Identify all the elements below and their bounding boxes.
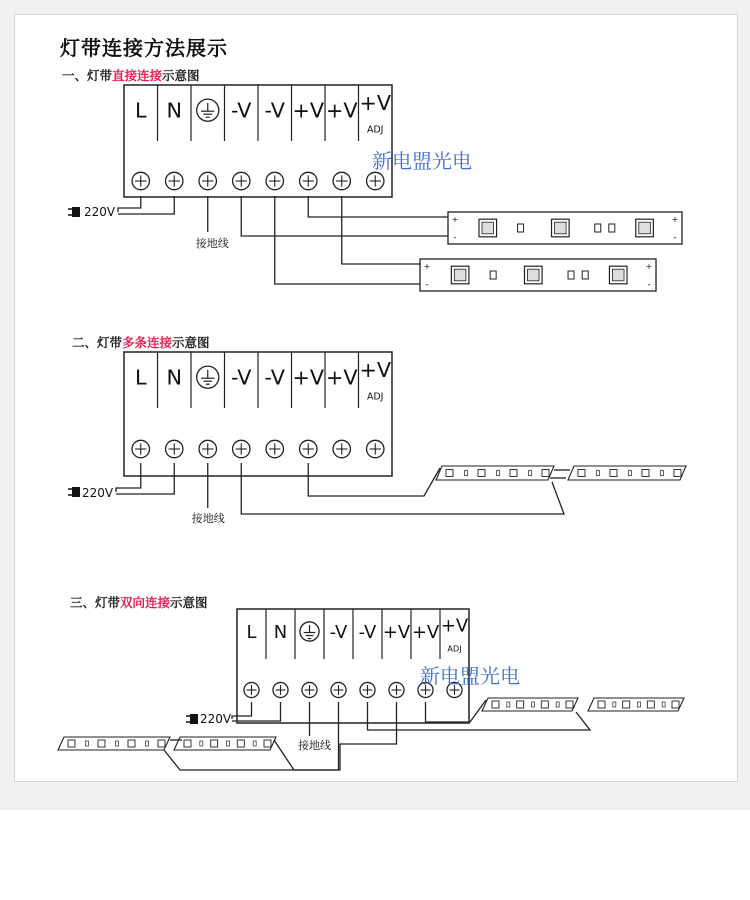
plug-icon bbox=[190, 714, 198, 724]
terminal-label: L bbox=[134, 98, 147, 123]
watermark-text-1: 新电盟光电 bbox=[372, 149, 472, 173]
terminal-sublabel: ADJ bbox=[447, 643, 462, 654]
section-3-heading: 三、灯带双向连接示意图 bbox=[70, 595, 208, 610]
terminal-label: +V bbox=[411, 622, 440, 643]
led-chip-small bbox=[623, 701, 630, 708]
supply-voltage-label: 220V bbox=[200, 712, 232, 726]
led-chip-small bbox=[642, 470, 649, 477]
terminal-label: +V bbox=[359, 91, 392, 116]
watermark-text-2: 新电盟光电 bbox=[420, 664, 520, 688]
terminal-label: -V bbox=[231, 98, 252, 123]
section-2-heading: 二、灯带多条连接示意图 bbox=[72, 335, 210, 350]
led-chip-small bbox=[510, 470, 517, 477]
terminal-label: +V bbox=[325, 98, 358, 123]
led-chip-small bbox=[237, 740, 244, 747]
wire-strip1-minus bbox=[241, 196, 448, 236]
terminal-label: L bbox=[134, 365, 147, 390]
diagram-bidirectional-connection bbox=[58, 609, 684, 770]
wire-strip2-minus bbox=[275, 196, 420, 284]
led-chip-small bbox=[478, 470, 485, 477]
led-chip-small bbox=[598, 701, 605, 708]
led-chip-small bbox=[211, 740, 218, 747]
led-chip-small bbox=[578, 470, 585, 477]
terminal-label: N bbox=[273, 622, 288, 643]
terminal-label: +V bbox=[292, 98, 325, 123]
resistor-small bbox=[227, 741, 230, 746]
resistor-small bbox=[253, 741, 256, 746]
ground-wire-label: 接地线 bbox=[191, 512, 225, 525]
strip-minus-sign: - bbox=[647, 280, 651, 290]
resistor bbox=[568, 271, 574, 279]
resistor bbox=[609, 224, 615, 232]
diagram-multiple-connection bbox=[68, 352, 686, 525]
led-chip-small bbox=[68, 740, 75, 747]
terminal-label: +V bbox=[292, 365, 325, 390]
led-chip-core bbox=[527, 269, 539, 281]
led-chip-small bbox=[184, 740, 191, 747]
led-strip-small bbox=[436, 466, 554, 480]
terminal-sublabel: ADJ bbox=[367, 124, 384, 136]
resistor-small bbox=[465, 471, 468, 476]
terminal-label: -V bbox=[329, 622, 348, 643]
led-chip-small bbox=[610, 470, 617, 477]
led-chip-core bbox=[639, 222, 651, 234]
strip-minus-sign: - bbox=[673, 233, 677, 243]
plug-icon bbox=[72, 487, 80, 497]
supply-voltage-label: 220V bbox=[82, 486, 114, 500]
terminal-label: N bbox=[166, 98, 183, 123]
strip-plus-sign: + bbox=[451, 215, 459, 224]
led-chip-small bbox=[158, 740, 165, 747]
terminal-sublabel: ADJ bbox=[367, 391, 384, 403]
terminal-label: +V bbox=[382, 622, 411, 643]
terminal-label: N bbox=[166, 365, 183, 390]
led-chip-core bbox=[612, 269, 624, 281]
led-chip-small bbox=[542, 470, 549, 477]
led-chip-small bbox=[98, 740, 105, 747]
resistor-small bbox=[507, 702, 510, 707]
diagram-direct-connection bbox=[68, 85, 682, 291]
resistor-small bbox=[556, 702, 559, 707]
resistor bbox=[490, 271, 496, 279]
led-chip-small bbox=[264, 740, 271, 747]
led-chip-small bbox=[492, 701, 499, 708]
resistor-small bbox=[638, 702, 641, 707]
resistor-small bbox=[86, 741, 89, 746]
resistor-small bbox=[661, 471, 664, 476]
strip-minus-sign: - bbox=[453, 233, 457, 243]
led-chip-small bbox=[647, 701, 654, 708]
strip-plus-sign: + bbox=[671, 215, 679, 224]
wire-strip1-plus bbox=[308, 196, 448, 217]
resistor bbox=[582, 271, 588, 279]
resistor-small bbox=[497, 471, 500, 476]
led-chip-core bbox=[555, 222, 567, 234]
terminal-label: -V bbox=[264, 98, 285, 123]
led-strip-small bbox=[568, 466, 686, 480]
ground-wire-label: 接地线 bbox=[298, 739, 331, 752]
led-chip-small bbox=[541, 701, 548, 708]
resistor-small bbox=[200, 741, 203, 746]
strip-plus-sign: + bbox=[423, 262, 431, 271]
terminal-label: +V bbox=[440, 615, 469, 637]
wire-strip2-plus bbox=[342, 196, 420, 264]
resistor-small bbox=[597, 471, 600, 476]
ground-wire-label: 接地线 bbox=[195, 237, 229, 250]
terminal-label: -V bbox=[231, 365, 252, 390]
plug-icon bbox=[72, 207, 80, 217]
resistor-small bbox=[613, 702, 616, 707]
terminal-label: +V bbox=[325, 365, 358, 390]
led-chip-small bbox=[674, 470, 681, 477]
led-chip-small bbox=[517, 701, 524, 708]
section-1-heading: 一、灯带直接连接示意图 bbox=[62, 68, 200, 83]
led-chip-small bbox=[672, 701, 679, 708]
led-chip-core bbox=[482, 222, 494, 234]
wire-n bbox=[118, 196, 174, 214]
terminal-label: -V bbox=[264, 365, 285, 390]
led-chip-core bbox=[454, 269, 466, 281]
resistor-small bbox=[532, 702, 535, 707]
page-title: 灯带连接方法展示 bbox=[60, 36, 228, 60]
resistor bbox=[595, 224, 601, 232]
resistor-small bbox=[146, 741, 149, 746]
strip-minus-sign: - bbox=[425, 280, 429, 290]
strip-plus-sign: + bbox=[645, 262, 653, 271]
led-chip-small bbox=[128, 740, 135, 747]
resistor bbox=[518, 224, 524, 232]
terminal-label: +V bbox=[359, 358, 392, 383]
supply-voltage-label: 220V bbox=[84, 205, 116, 219]
resistor-small bbox=[529, 471, 532, 476]
resistor-small bbox=[662, 702, 665, 707]
resistor-small bbox=[116, 741, 119, 746]
led-chip-small bbox=[566, 701, 573, 708]
led-chip-small bbox=[446, 470, 453, 477]
terminal-label: L bbox=[246, 622, 257, 643]
terminal-label: -V bbox=[358, 622, 377, 643]
resistor-small bbox=[629, 471, 632, 476]
wire-l bbox=[118, 196, 141, 212]
